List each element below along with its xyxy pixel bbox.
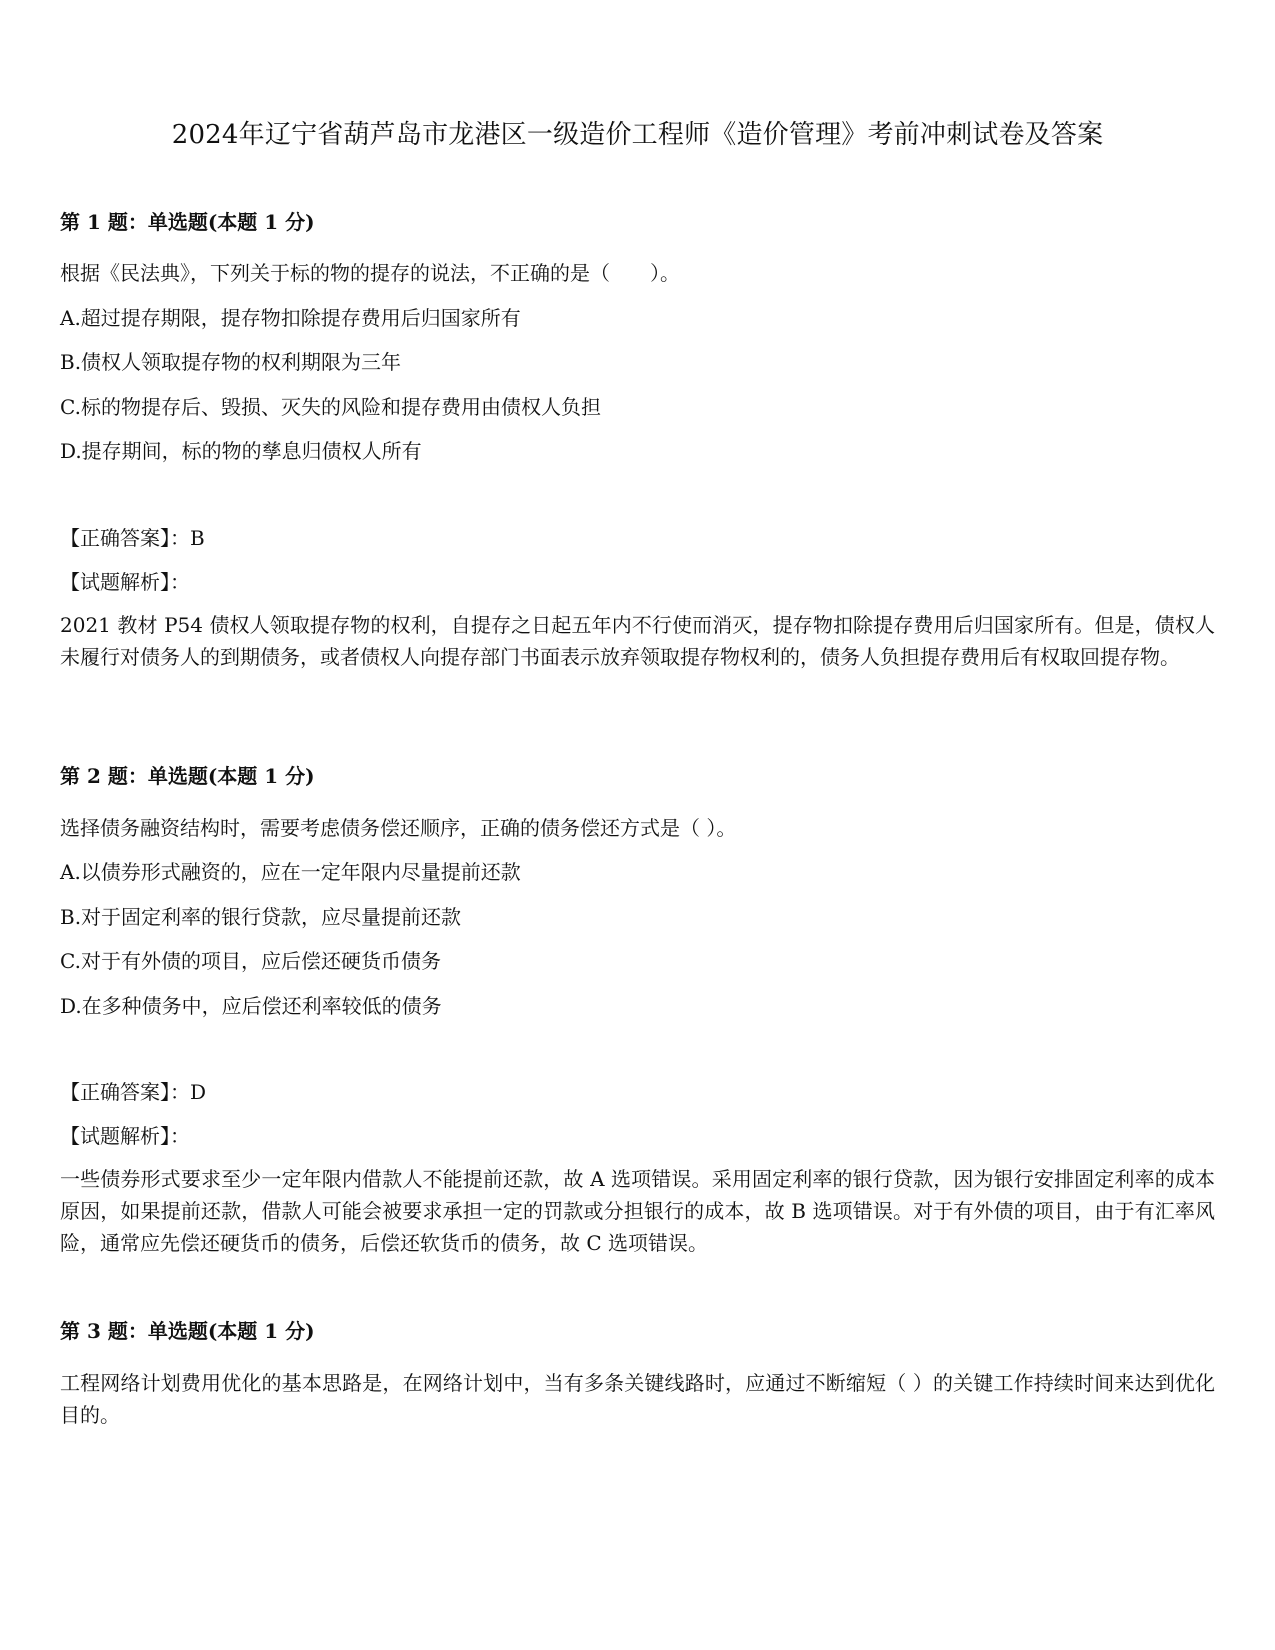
question-1-option-d: D.提存期间，标的物的孳息归债权人所有 <box>60 439 422 463</box>
question-2-stem: 选择债务融资结构时，需要考虑债务偿还顺序，正确的债务偿还方式是（ ）。 <box>60 816 737 840</box>
question-2-analysis: 一些债券形式要求至少一定年限内借款人不能提前还款，故 A 选项错误。采用固定利率的银行贷款，因为银行安排固定利率的成本原因，如果提前还款，借款人可能会被要求承担一定的罚款或分担银行的成本，故 B 选项错误。对于有外债的项目，由于有汇率风险，通常应先偿还硬货币的债务，后偿还软货币的债务，故 C 选项错误。 <box>60 1167 1215 1255</box>
question-2-option-d: D.在多种债务中，应后偿还利率较低的债务 <box>60 994 442 1018</box>
question-1-answer: 【正确答案】：B <box>60 526 205 550</box>
document-title: 2024年辽宁省葫芦岛市龙港区一级造价工程师《造价管理》考前冲刺试卷及答案 <box>171 120 1104 150</box>
question-2-option-a: A.以债券形式融资的，应在一定年限内尽量提前还款 <box>60 860 521 884</box>
question-2-option-b: B.对于固定利率的银行贷款，应尽量提前还款 <box>60 905 462 929</box>
question-1-option-a: A.超过提存期限，提存物扣除提存费用后归国家所有 <box>60 306 521 330</box>
question-3-stem: 工程网络计划费用优化的基本思路是，在网络计划中，当有多条关键线路时，应通过不断缩短（ ）的关键工作持续时间来达到优化目的。 <box>60 1371 1215 1427</box>
question-1-analysis-label: 【试题解析】： <box>60 570 190 594</box>
question-3-header: 第 3 题：单选题(本题 1 分) <box>60 1319 315 1343</box>
question-1-stem: 根据《民法典》，下列关于标的物的提存的说法，不正确的是（ ）。 <box>60 261 680 285</box>
question-1-header: 第 1 题：单选题(本题 1 分) <box>60 210 315 234</box>
question-2-analysis-label: 【试题解析】： <box>60 1124 190 1148</box>
question-2-answer: 【正确答案】：D <box>60 1080 207 1104</box>
question-2-header: 第 2 题：单选题(本题 1 分) <box>60 764 315 788</box>
question-1-option-c: C.标的物提存后、毁损、灭失的风险和提存费用由债权人负担 <box>60 395 601 419</box>
question-1-analysis: 2021 教材 P54 债权人领取提存物的权利，自提存之日起五年内不行使而消灭，提存物扣除提存费用后归国家所有。但是，债权人未履行对债务人的到期债务，或者债权人向提存部门书面表示放弃领取提存物权利的，债务人负担提存费用后有权取回提存物。 <box>60 613 1215 669</box>
question-1-option-b: B.债权人领取提存物的权利期限为三年 <box>60 350 402 374</box>
question-2-option-c: C.对于有外债的项目，应后偿还硬货币债务 <box>60 949 441 973</box>
